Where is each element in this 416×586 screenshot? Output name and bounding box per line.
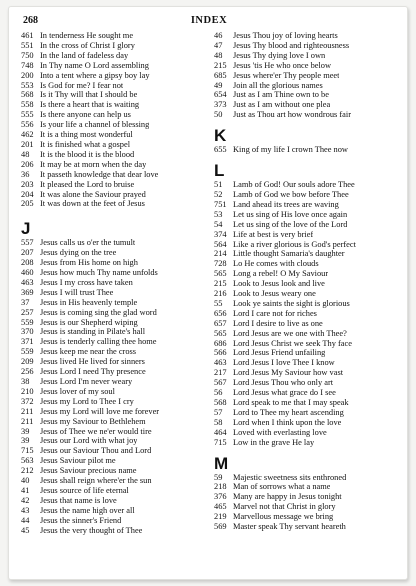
hymn-first-line: Just as Thou art how wondrous fair	[233, 110, 352, 120]
hymn-first-line: It passeth knowledge that dear love	[40, 169, 159, 179]
hymn-entry	[21, 387, 211, 397]
hymn-number: 566	[214, 348, 227, 358]
hymn-first-line: Lo He comes with clouds	[233, 259, 319, 269]
hymn-entry	[214, 240, 402, 250]
hymn-first-line: Majestic sweetness sits enthroned	[233, 472, 347, 482]
hymn-entry	[21, 110, 211, 120]
hymn-first-line: Jesus dying on the tree	[40, 248, 117, 258]
hymn-entry	[214, 438, 402, 448]
hymn-first-line: Is your life a channel of blessing	[40, 120, 150, 130]
hymn-number: 461	[21, 31, 34, 40]
hymn-entry	[21, 199, 211, 209]
hymn-entry	[214, 100, 402, 110]
hymn-entry	[214, 398, 402, 408]
hymn-entry	[214, 71, 402, 81]
hymn-number: 565	[214, 269, 227, 279]
hymn-entry	[214, 482, 402, 492]
entries-k	[214, 145, 402, 155]
hymn-first-line: Lord Jesus Thou who only art	[233, 378, 334, 388]
hymn-entry	[21, 278, 211, 288]
hymn-entry	[21, 140, 211, 150]
hymn-number: 369	[21, 287, 34, 297]
hymn-entry	[214, 329, 402, 339]
hymn-entry	[21, 526, 211, 536]
hymn-first-line: It pleased the Lord to bruise	[40, 179, 135, 189]
hymn-number: 211	[21, 406, 34, 416]
hymn-entry	[214, 180, 402, 190]
hymn-entry	[214, 200, 402, 210]
hymn-entry	[214, 81, 402, 91]
hymn-entry	[214, 408, 402, 418]
hymn-first-line: Like a river glorious is God's perfect	[233, 239, 356, 249]
hymn-number: 53	[214, 209, 223, 219]
hymn-entry	[214, 110, 402, 120]
hymn-number: 373	[214, 100, 227, 110]
hymn-first-line: Jesus my Lord to Thee I cry	[40, 396, 134, 406]
hymn-entry	[214, 339, 402, 349]
hymn-first-line: Look to Jesus look and live	[233, 279, 325, 289]
hymn-entry	[21, 81, 211, 91]
entries-j	[21, 238, 211, 535]
hymn-number: 41	[21, 485, 30, 495]
hymn-first-line: Lord Jesus are we one with Thee?	[233, 328, 347, 338]
section-letter-j: J	[21, 219, 31, 239]
hymn-number: 715	[21, 446, 34, 456]
hymn-entry	[21, 496, 211, 506]
hymn-first-line: Is God for me? I fear not	[40, 80, 124, 90]
hymn-number: 37	[21, 297, 30, 307]
hymn-number: 257	[21, 307, 34, 317]
hymn-number: 55	[214, 298, 223, 308]
hymn-first-line: Lord Jesus My Saviour how vast	[233, 368, 344, 378]
hymn-number: 208	[21, 258, 34, 268]
hymn-first-line: Lord speak to me that I may speak	[233, 398, 349, 407]
hymn-first-line: Jesus our Saviour Thou and Lord	[40, 446, 152, 456]
hymn-first-line: Is it Thy will that I should be	[40, 90, 138, 100]
hymn-entry	[21, 327, 211, 337]
hymn-first-line: In tenderness He sought me	[40, 31, 134, 40]
hymn-number: 750	[21, 50, 34, 60]
hymn-first-line: Life at best is very brief	[233, 229, 314, 239]
hymn-number: 563	[21, 456, 34, 466]
hymn-first-line: Low in the grave He lay	[233, 437, 315, 447]
hymn-number: 59	[214, 472, 223, 482]
hymn-number: 567	[214, 378, 227, 388]
book-page	[8, 6, 408, 580]
hymn-number: 45	[21, 525, 30, 535]
hymn-first-line: It may be at morn when the day	[40, 159, 147, 169]
hymn-number: 47	[214, 40, 223, 50]
hymn-number: 569	[214, 522, 227, 532]
section-letter-l: L	[214, 161, 225, 181]
hymn-entry	[21, 308, 211, 318]
hymn-number: 686	[214, 338, 227, 348]
hymn-entry	[21, 180, 211, 190]
hymn-entry	[214, 289, 402, 299]
hymn-entry	[214, 299, 402, 309]
hymn-entry	[21, 476, 211, 486]
hymn-entry	[21, 318, 211, 328]
hymn-entry	[21, 506, 211, 516]
hymn-number: 212	[21, 466, 34, 476]
hymn-first-line: Let us sing of His love once again	[233, 209, 348, 219]
hymn-first-line: Let us sing of the love of the Lord	[233, 219, 348, 229]
hymn-first-line: Jesus lived He lived for sinners	[40, 357, 145, 367]
hymn-first-line: Little thought Samaria's daughter	[233, 249, 345, 259]
hymn-first-line: Lord Jesus what grace do I see	[233, 388, 336, 398]
hymn-number: 465	[214, 502, 227, 512]
hymn-entry	[21, 377, 211, 387]
hymn-entry	[21, 258, 211, 268]
hymn-first-line: Jesus is tenderly calling thee home	[40, 337, 157, 347]
hymn-entry	[214, 512, 402, 522]
hymn-entry	[214, 31, 402, 41]
hymn-entry	[21, 160, 211, 170]
hymn-number: 206	[21, 159, 34, 169]
hymn-number: 200	[21, 70, 34, 80]
hymn-entry	[214, 309, 402, 319]
hymn-number: 204	[21, 189, 34, 199]
hymn-entry	[21, 298, 211, 308]
hymn-number: 460	[21, 268, 34, 278]
hymn-entry	[214, 502, 402, 512]
hymn-entry	[21, 100, 211, 110]
hymn-entry	[214, 145, 402, 155]
hymn-entry	[21, 427, 211, 437]
hymn-number: 654	[214, 90, 227, 100]
page-title: INDEX	[190, 15, 228, 26]
hymn-entry	[214, 269, 402, 279]
hymn-entry	[21, 238, 211, 248]
hymn-number: 376	[214, 492, 227, 502]
hymn-first-line: Many are happy in Jesus tonight	[233, 492, 342, 502]
hymn-number: 48	[214, 50, 223, 60]
hymn-number: 203	[21, 179, 34, 189]
hymn-entry	[214, 90, 402, 100]
hymn-entry	[214, 279, 402, 289]
hymn-first-line: Land ahead its trees are waving	[233, 199, 339, 209]
hymn-first-line: Lord I care not for riches	[233, 308, 317, 318]
hymn-number: 656	[214, 308, 227, 318]
hymn-number: 216	[214, 289, 227, 299]
hymn-first-line: Jesus I will trust Thee	[40, 287, 114, 297]
hymn-number: 558	[21, 100, 34, 110]
hymn-first-line: Jesus the very thought of Thee	[40, 525, 143, 535]
hymn-first-line: Lord Jesus I love Thee I know	[233, 358, 335, 368]
hymn-entry	[214, 358, 402, 368]
hymn-entry	[21, 120, 211, 130]
hymn-first-line: Lord to Thee my heart ascending	[233, 407, 344, 417]
hymn-first-line: Jesus source of life eternal	[40, 485, 129, 495]
hymn-entry	[214, 378, 402, 388]
hymn-first-line: Lamb of God! Our souls adore Thee	[233, 180, 355, 190]
hymn-first-line: Jesus in His heavenly temple	[40, 297, 138, 307]
hymn-number: 748	[21, 60, 34, 70]
hymn-number: 58	[214, 417, 223, 427]
entries-j-continued	[214, 31, 402, 120]
hymn-entry	[21, 446, 211, 456]
hymn-first-line: It was alone the Saviour prayed	[40, 189, 146, 199]
hymn-entry	[21, 397, 211, 407]
hymn-entry	[21, 71, 211, 81]
hymn-number: 556	[21, 120, 34, 130]
hymn-number: 210	[21, 386, 34, 396]
section-letter-m: M	[214, 453, 229, 473]
hymn-first-line: Jesus calls us o'er the tumult	[40, 238, 136, 248]
hymn-entry	[21, 90, 211, 100]
hymn-number: 463	[21, 277, 34, 287]
hymn-first-line: Jesus my Saviour to Bethlehem	[40, 416, 146, 426]
hymn-number: 555	[21, 110, 34, 120]
hymn-first-line: Man of sorrows what a name	[233, 482, 331, 492]
hymn-number: 52	[214, 189, 223, 199]
hymn-entry	[214, 418, 402, 428]
hymn-number: 564	[214, 239, 227, 249]
hymn-number: 40	[21, 476, 30, 486]
hymn-number: 56	[214, 388, 223, 398]
entries-i	[21, 31, 211, 209]
hymn-number: 46	[214, 31, 223, 40]
hymn-first-line: Jesus Thou joy of loving hearts	[233, 31, 338, 40]
left-column	[21, 31, 211, 536]
hymn-entry	[21, 357, 211, 367]
hymn-first-line: Jesus the name high over all	[40, 505, 135, 515]
hymn-first-line: Look to Jesus weary one	[233, 289, 316, 299]
hymn-first-line: Look ye saints the sight is glorious	[233, 298, 350, 308]
hymn-number: 36	[21, 169, 30, 179]
hymn-first-line: It was down at the feet of Jesus	[40, 199, 145, 209]
hymn-number: 559	[21, 347, 34, 357]
hymn-first-line: Long a rebel! O My Saviour	[233, 269, 329, 279]
hymn-first-line: Jesus where'er Thy people meet	[233, 70, 340, 80]
hymn-number: 54	[214, 219, 223, 229]
hymn-first-line: Lord when I think upon the love	[233, 417, 342, 427]
hymn-entry	[214, 473, 402, 483]
hymn-first-line: Just as I am Thine own to be	[233, 90, 329, 100]
hymn-number: 370	[21, 327, 34, 337]
hymn-first-line: Join all the glorious names	[233, 80, 323, 90]
hymn-entry	[21, 150, 211, 160]
hymn-number: 655	[214, 145, 227, 155]
hymn-first-line: Marvel not that Christ in glory	[233, 502, 336, 512]
hymn-first-line: It is a thing most wonderful	[40, 130, 133, 140]
entries-l	[214, 180, 402, 447]
hymn-number: 657	[214, 318, 227, 328]
hymn-first-line: Marvellous message we bring	[233, 512, 334, 522]
hymn-first-line: Lord Jesus Christ we seek Thy face	[233, 338, 352, 348]
hymn-entry	[214, 388, 402, 398]
hymn-entry	[21, 516, 211, 526]
hymn-first-line: Jesus is our Shepherd wiping	[40, 317, 138, 327]
hymn-entry	[21, 190, 211, 200]
hymn-entry	[21, 61, 211, 71]
hymn-number: 728	[214, 259, 227, 269]
hymn-number: 551	[21, 40, 34, 50]
hymn-number: 685	[214, 70, 227, 80]
hymn-number: 215	[214, 60, 227, 70]
hymn-entry	[21, 466, 211, 476]
hymn-number: 57	[214, 407, 223, 417]
hymn-first-line: It is the blood it is the blood	[40, 149, 135, 159]
hymn-number: 218	[214, 482, 227, 492]
hymn-entry	[214, 522, 402, 532]
hymn-entry	[214, 428, 402, 438]
hymn-number: 557	[21, 238, 34, 248]
hymn-entry	[21, 51, 211, 61]
hymn-first-line: Into a tent where a gipsy boy lay	[40, 70, 150, 80]
hymn-number: 38	[21, 377, 30, 386]
hymn-number: 219	[214, 512, 227, 522]
hymn-first-line: Jesus my Lord will love me forever	[40, 406, 160, 416]
hymn-first-line: Just as I am without one plea	[233, 100, 331, 110]
hymn-first-line: Jesus Saviour precious name	[40, 466, 137, 476]
hymn-number: 201	[21, 139, 34, 149]
hymn-entry	[21, 436, 211, 446]
hymn-number: 39	[21, 426, 30, 436]
hymn-number: 464	[214, 427, 227, 437]
hymn-entry	[21, 417, 211, 427]
hymn-number: 205	[21, 199, 34, 209]
section-letter-k: K	[214, 126, 227, 146]
hymn-first-line: Master speak Thy servant heareth	[233, 522, 346, 532]
hymn-first-line: King of my life I crown Thee now	[233, 145, 348, 155]
hymn-number: 44	[21, 515, 30, 525]
entries-m	[214, 473, 402, 532]
hymn-first-line: Jesus our Lord with what joy	[40, 436, 138, 446]
hymn-first-line: Jesus 'tis He who once below	[233, 60, 332, 70]
hymn-entry	[21, 407, 211, 417]
hymn-number: 214	[214, 249, 227, 259]
hymn-number: 49	[214, 80, 223, 90]
page-header	[19, 15, 399, 29]
hymn-number: 462	[21, 130, 34, 140]
hymn-first-line: In Thy name O Lord assembling	[40, 60, 149, 70]
hymn-number: 207	[21, 248, 34, 258]
hymn-first-line: Jesus that name is love	[40, 495, 117, 505]
hymn-first-line: In the cross of Christ I glory	[40, 40, 135, 50]
hymn-entry	[214, 492, 402, 502]
hymn-entry	[214, 220, 402, 230]
hymn-first-line: Jesus of Thee we ne'er would tire	[40, 426, 152, 436]
hymn-entry	[21, 486, 211, 496]
hymn-number: 568	[214, 398, 227, 407]
hymn-entry	[214, 319, 402, 329]
right-column	[214, 31, 402, 532]
hymn-entry	[21, 41, 211, 51]
hymn-first-line: It is finished what a gospel	[40, 139, 131, 149]
hymn-first-line: Jesus from His home on high	[40, 258, 138, 268]
hymn-entry	[214, 368, 402, 378]
hymn-first-line: Jesus shall reign where'er the sun	[40, 476, 152, 486]
hymn-entry	[21, 268, 211, 278]
hymn-number: 559	[21, 317, 34, 327]
hymn-number: 371	[21, 337, 34, 347]
hymn-number: 715	[214, 437, 227, 447]
hymn-first-line: Jesus Lord I'm never weary	[40, 377, 133, 386]
hymn-entry	[21, 248, 211, 258]
hymn-number: 39	[21, 436, 30, 446]
hymn-entry	[214, 249, 402, 259]
hymn-first-line: Jesus Thy blood and righteousness	[233, 40, 350, 50]
hymn-number: 372	[21, 396, 34, 406]
hymn-entry	[214, 259, 402, 269]
hymn-first-line: Lamb of God we bow before Thee	[233, 189, 349, 199]
hymn-first-line: Jesus keep me near the cross	[40, 347, 137, 357]
hymn-entry	[214, 41, 402, 51]
hymn-number: 48	[21, 149, 30, 159]
hymn-first-line: Lord I desire to live as one	[233, 318, 323, 328]
hymn-number: 374	[214, 229, 227, 239]
hymn-number: 217	[214, 368, 227, 378]
hymn-number: 211	[21, 416, 34, 426]
hymn-entry	[21, 367, 211, 377]
hymn-number: 463	[214, 358, 227, 368]
hymn-entry	[21, 347, 211, 357]
hymn-number: 568	[21, 90, 34, 100]
hymn-first-line: Jesus Lord I need Thy presence	[40, 367, 146, 377]
hymn-first-line: Jesus Thy dying love I own	[233, 50, 326, 60]
hymn-number: 256	[21, 367, 34, 377]
hymn-number: 215	[214, 279, 227, 289]
hymn-first-line: Is there anyone can help us	[40, 110, 131, 120]
hymn-entry	[21, 288, 211, 298]
hymn-number: 209	[21, 357, 34, 367]
hymn-first-line: Is there a heart that is waiting	[40, 100, 140, 110]
hymn-first-line: Jesus the sinner's Friend	[40, 515, 122, 525]
hymn-number: 50	[214, 110, 223, 120]
hymn-number: 43	[21, 505, 30, 515]
hymn-entry	[214, 51, 402, 61]
hymn-entry	[21, 31, 211, 41]
hymn-first-line: Jesus I my cross have taken	[40, 277, 133, 287]
hymn-number: 42	[21, 495, 30, 505]
hymn-entry	[21, 456, 211, 466]
hymn-first-line: Jesus Saviour pilot me	[40, 456, 116, 466]
hymn-entry	[21, 337, 211, 347]
hymn-entry	[21, 170, 211, 180]
page-number: 268	[23, 15, 38, 26]
hymn-first-line: Jesus is standing in Pilate's hall	[40, 327, 146, 337]
hymn-first-line: Loved with everlasting love	[233, 427, 327, 437]
hymn-number: 553	[21, 80, 34, 90]
hymn-number: 565	[214, 328, 227, 338]
hymn-first-line: In the land of fadeless day	[40, 50, 129, 60]
hymn-first-line: Lord Jesus Friend unfailing	[233, 348, 326, 358]
hymn-number: 751	[214, 199, 227, 209]
hymn-entry	[21, 130, 211, 140]
hymn-entry	[214, 61, 402, 71]
hymn-entry	[214, 348, 402, 358]
hymn-entry	[214, 230, 402, 240]
hymn-first-line: Jesus how much Thy name unfolds	[40, 268, 158, 278]
hymn-entry	[214, 190, 402, 200]
hymn-number: 51	[214, 180, 223, 190]
hymn-entry	[214, 210, 402, 220]
hymn-first-line: Jesus is coming sing the glad word	[40, 307, 157, 317]
hymn-first-line: Jesus lover of my soul	[40, 386, 115, 396]
